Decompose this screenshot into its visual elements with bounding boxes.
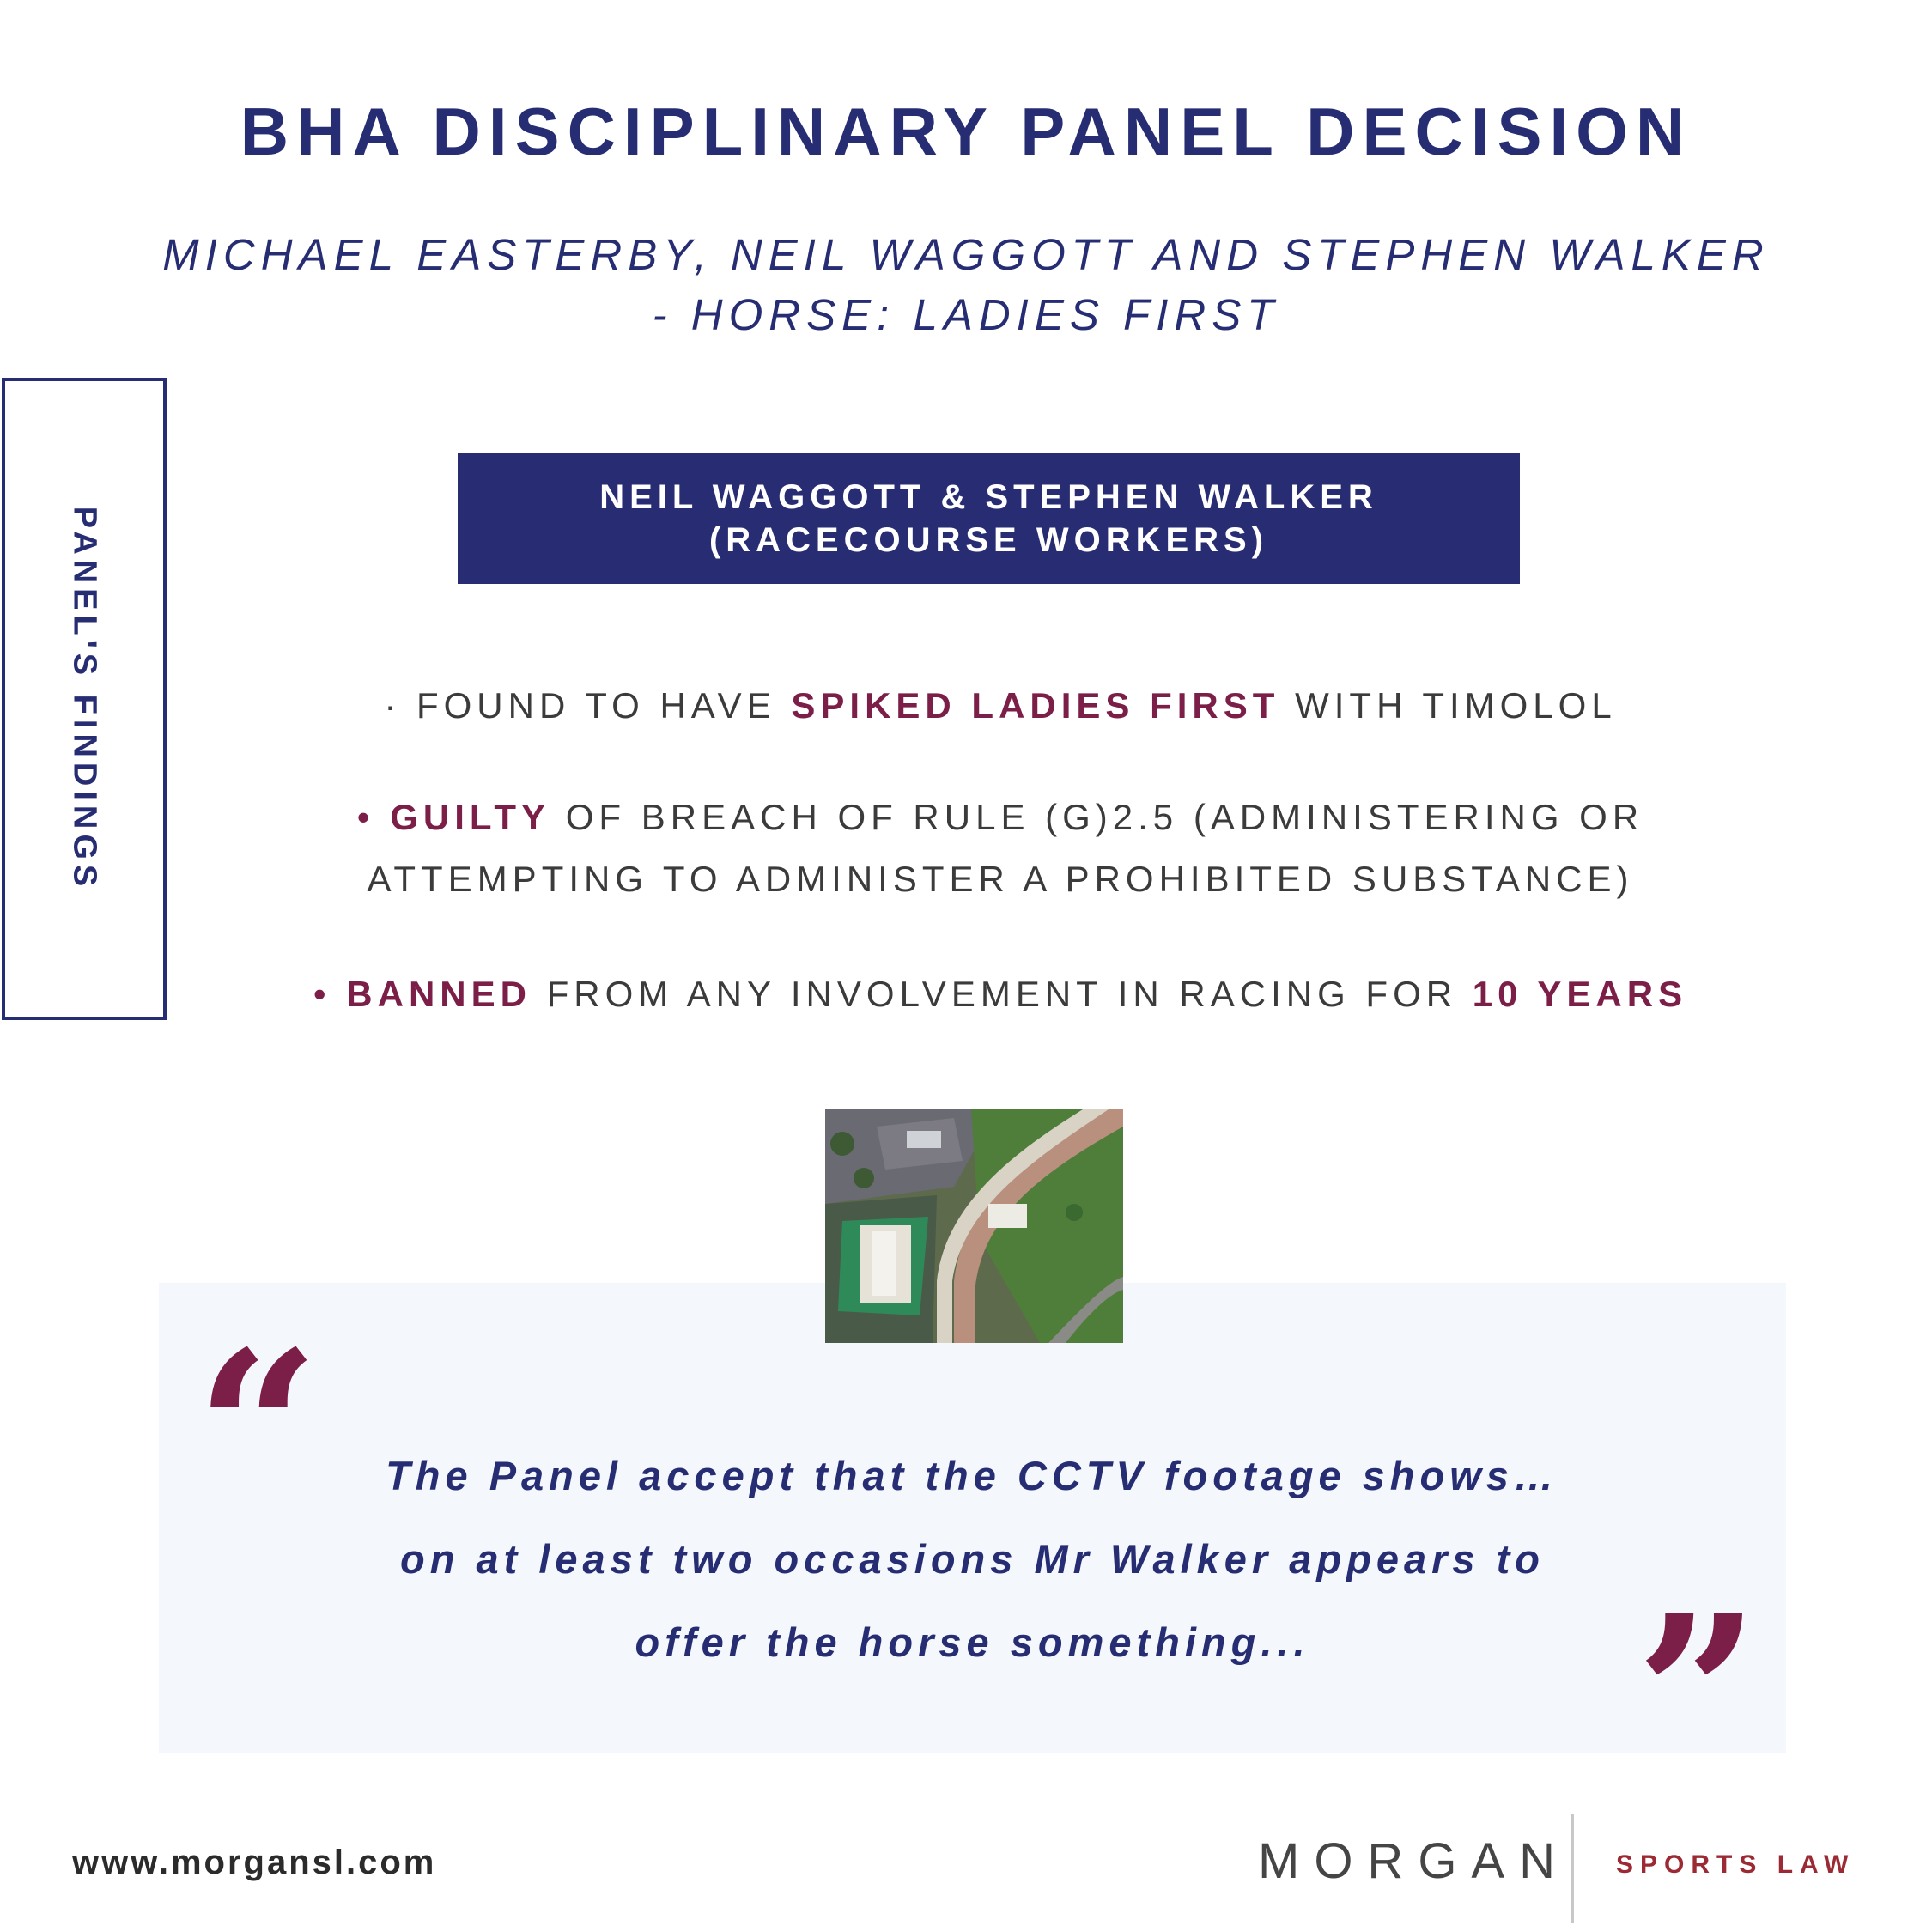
- brand-logo-sports-law: SPORTS LAW: [1616, 1850, 1856, 1879]
- finding-spiked: [155, 675, 1846, 737]
- racecourse-aerial-photo: [825, 1109, 1123, 1343]
- banner-line-2: (RACECOURSE WORKERS): [708, 521, 1269, 559]
- workers-banner: [458, 453, 1520, 584]
- page-title: BHA DISCIPLINARY PANEL DECISION: [240, 94, 1692, 169]
- finding-highlight: GUILTY: [390, 797, 551, 837]
- close-quote-icon: ”: [1636, 1568, 1759, 1820]
- brand-divider: [1571, 1814, 1574, 1923]
- finding-text: WITH TIMOLOL: [1279, 685, 1617, 726]
- racecourse-aerial-image: [825, 1109, 1123, 1343]
- quote-line-3: offer the horse something...: [635, 1619, 1310, 1665]
- panel-quote: [159, 1434, 1786, 1684]
- brand-logo-morgan: MORGAN: [1258, 1833, 1570, 1889]
- finding-highlight-duration: 10 YEARS: [1472, 974, 1688, 1014]
- finding-highlight: SPIKED LADIES FIRST: [791, 685, 1280, 726]
- finding-banned: [155, 963, 1846, 1025]
- open-quote-icon: “: [196, 1303, 319, 1556]
- finding-line-1: [155, 787, 1846, 848]
- bullet-icon: •: [313, 974, 331, 1014]
- subtitle-line-2: - HORSE: LADIES FIRST: [652, 290, 1280, 339]
- finding-guilty: [155, 787, 1846, 910]
- website-link[interactable]: www.morgansl.com: [72, 1844, 437, 1881]
- finding-text: FROM ANY INVOLVEMENT IN RACING FOR: [531, 974, 1473, 1014]
- panels-findings-sidebar: [2, 378, 167, 1020]
- finding-highlight: BANNED: [346, 974, 532, 1014]
- finding-text: OF BREACH OF RULE (G)2.5 (ADMINISTERING OR: [550, 797, 1644, 837]
- quote-line-1: The Panel accept that the CCTV footage shows…: [386, 1453, 1559, 1498]
- bullet-icon: ·: [384, 685, 402, 726]
- subtitle-line-1: MICHAEL EASTERBY, NEIL WAGGOTT AND STEPHEN WALKER: [162, 230, 1770, 279]
- quote-line-2: on at least two occasions Mr Walker appears to: [400, 1536, 1545, 1582]
- page-subtitle: [86, 225, 1846, 345]
- sidebar-label: PANEL'S FINDINGS: [66, 506, 103, 892]
- finding-text: FOUND TO HAVE: [416, 685, 792, 726]
- banner-line-1: NEIL WAGGOTT & STEPHEN WALKER: [599, 478, 1378, 516]
- finding-line-2: ATTEMPTING TO ADMINISTER A PROHIBITED SUBSTANCE): [367, 859, 1634, 899]
- bullet-icon: •: [356, 797, 375, 837]
